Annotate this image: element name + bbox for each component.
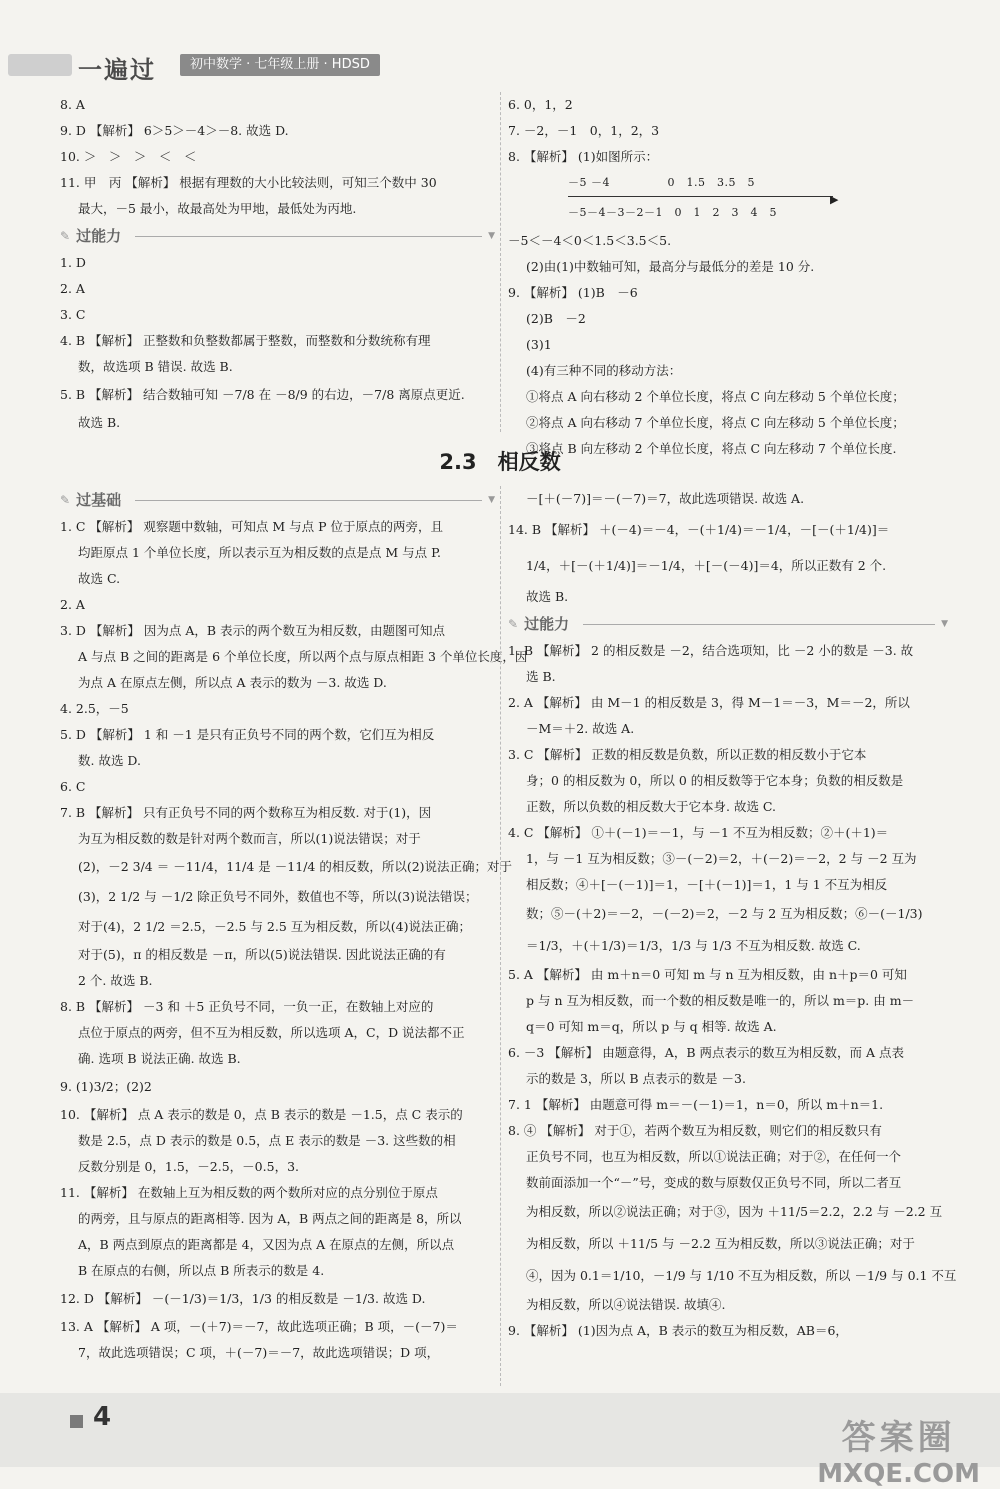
answer-line: 11. 甲 丙 【解析】 根据有理数的大小比较法则，可知三个数中 30: [60, 175, 437, 190]
answer-line: 6. C: [60, 779, 86, 794]
section-label: 过能力: [76, 227, 122, 245]
answer-line: 2 个. 故选 B.: [78, 973, 153, 988]
answer-line: 故选 B.: [526, 589, 569, 604]
answer-line: 1. B 【解析】 2 的相反数是 －2，结合选项知，比 －2 小的数是 －3. 故: [508, 643, 914, 658]
answer-line: 相反数；④＋[－(－1)]＝1，－[＋(－1)]＝1，1 与 1 不互为相反: [526, 877, 888, 892]
answer-line: 数是 2.5，点 D 表示的数是 0.5，点 E 表示的数是 －3. 这些数的相: [78, 1133, 456, 1148]
answer-line: 12. D 【解析】 －(－1/3)＝1/3，1/3 的相反数是 －1/3. 故选 D.: [60, 1291, 426, 1306]
section-title: 2.3 相反数: [439, 450, 561, 474]
answer-line: 4. C 【解析】 ①＋(－1)＝－1，与 －1 不互为相反数；②＋(＋1)＝: [508, 825, 889, 840]
answer-line: －M＝＋2. 故选 A.: [526, 721, 635, 736]
answer-line: 7. －2，－1 0，1，2，3: [508, 123, 660, 138]
answer-line: 6. 0，1，2: [508, 97, 573, 112]
arrow-right-icon: ▶: [830, 193, 839, 206]
answer-line: (4)有三种不同的移动方法：: [526, 363, 682, 378]
answer-line: 为相反数，所以②说法正确；对于③，因为 ＋11/5＝2.2，2.2 与 －2.2 互: [526, 1204, 943, 1219]
section-icon: ✎: [508, 617, 519, 631]
answer-line: 数前面添加一个“－”号，变成的数与原数仅正负号不同，所以二者互: [526, 1175, 902, 1190]
section-icon: ✎: [60, 229, 71, 243]
answer-line: 7，故此选项错误；C 项，＋(－7)＝－7，故此选项错误；D 项，: [78, 1345, 440, 1360]
answer-line: 故选 B.: [78, 415, 121, 430]
answer-line: 均距原点 1 个单位长度，所以表示互为相反数的点是点 M 与点 P.: [78, 545, 441, 560]
answer-line: p 与 n 互为相反数，而一个数的相反数是唯一的，所以 m＝p. 由 m－: [526, 993, 915, 1008]
watermark: [817, 1410, 980, 1489]
watermark-url: MXQE.COM: [817, 1459, 980, 1489]
answer-line: 14. B 【解析】 ＋(－4)＝－4，－(＋1/4)＝－1/4，－[－(＋1/4)]＝: [508, 522, 890, 537]
answer-line: 1，与 －1 互为相反数；③－(－2)＝2，＋(－2)＝－2，2 与 －2 互为: [526, 851, 917, 866]
number-line-axis: [568, 196, 833, 197]
answer-line: (2)，－2 3/4 ＝ －11/4，11/4 是 －11/4 的相反数，所以(2)说法正确；对于: [78, 859, 513, 874]
answer-line: 数. 故选 D.: [78, 753, 141, 768]
answer-line: (3)1: [526, 337, 552, 352]
answer-line: 对于(5)，π 的相反数是 －π，所以(5)说法错误. 因此说法正确的有: [78, 947, 446, 962]
section-triangle-icon: ▼: [941, 619, 948, 629]
section-header-ability: [60, 222, 495, 250]
answer-line: 为互为相反数的数是针对两个数而言，所以(1)说法错误；对于: [78, 831, 421, 846]
answer-line: 1. D: [60, 255, 86, 270]
number-line-ticks: －5－4－3－2－1 0 1 2 3 4 5: [568, 206, 777, 219]
brand-header: [8, 50, 418, 84]
answer-line: 9. D 【解析】 6＞5＞－4＞－8. 故选 D.: [60, 123, 289, 138]
answer-line: 3. D 【解析】 因为点 A，B 表示的两个数互为相反数，由题图可知点: [60, 623, 446, 638]
answer-line: 6. －3 【解析】 由题意得，A，B 两点表示的数互为相反数，而 A 点表: [508, 1045, 904, 1060]
answer-line: 8. A: [60, 97, 85, 112]
answer-line: 的两旁，且与原点的距离相等. 因为 A，B 两点之间的距离是 8，所以: [78, 1211, 462, 1226]
answer-line: 数；⑤－(＋2)＝－2，－(－2)＝2，－2 与 2 互为相反数；⑥－(－1/3): [526, 906, 923, 921]
page-number: 4: [93, 1402, 112, 1432]
answer-line: －5＜－4＜0＜1.5＜3.5＜5.: [508, 233, 672, 248]
answer-line: 5. A 【解析】 由 m＋n＝0 可知 m 与 n 互为相反数，由 n＋p＝0 可知: [508, 967, 907, 982]
answer-line: 身；0 的相反数为 0，所以 0 的相反数等于它本身；负数的相反数是: [526, 773, 904, 788]
book-tag: 初中数学 · 七年级上册 · HDSD: [180, 54, 380, 76]
answer-line: B 在原点的右侧，所以点 B 所表示的数是 4.: [78, 1263, 325, 1278]
answer-line: 5. B 【解析】 结合数轴可知 －7/8 在 －8/9 的右边，－7/8 离原点更近.: [60, 387, 465, 402]
answer-line: 正负号不同，也互为相反数，所以①说法正确；对于②，在任何一个: [526, 1149, 902, 1164]
watermark-title: 答案圈: [841, 1418, 956, 1458]
answer-line: 选 B.: [526, 669, 556, 684]
answer-line: 确. 选项 B 说法正确. 故选 B.: [78, 1051, 241, 1066]
answer-line: 为相反数，所以④说法错误. 故填④.: [526, 1297, 726, 1312]
number-line-points: －5 －4 0 1.5 3.5 5: [568, 176, 755, 189]
answer-line: 点位于原点的两旁，但不互为相反数，所以选项 A，C，D 说法都不正: [78, 1025, 465, 1040]
bottom-left-column: [60, 486, 528, 1366]
answer-line: 8. 【解析】 (1)如图所示：: [508, 149, 659, 164]
answer-line: 3. C 【解析】 正数的相反数是负数，所以正数的相反数小于它本: [508, 747, 867, 762]
answer-line: ＝1/3，＋(＋1/3)＝1/3，1/3 与 1/3 不互为相反数. 故选 C.: [526, 938, 861, 953]
answer-line: 正数，所以负数的相反数大于它本身. 故选 C.: [526, 799, 777, 814]
answer-line: 2. A: [60, 597, 85, 612]
answer-line: 11. 【解析】 在数轴上互为相反数的两个数所对应的点分别位于原点: [60, 1185, 438, 1200]
answer-line: 对于(4)，2 1/2 ＝2.5，－2.5 与 2.5 互为相反数，所以(4)说法正确；: [78, 919, 471, 934]
section-triangle-icon: ▼: [488, 231, 495, 241]
answer-line: 反数分别是 0，1.5，－2.5，－0.5，3.: [78, 1159, 299, 1174]
answer-line: 8. B 【解析】 －3 和 ＋5 正负号不同，一负一正，在数轴上对应的: [60, 999, 434, 1014]
answer-line: 为相反数，所以 ＋11/5 与 －2.2 互为相反数，所以③说法正确；对于: [526, 1236, 915, 1251]
answer-line: 7. B 【解析】 只有正负号不同的两个数称互为相反数. 对于(1)，因: [60, 805, 432, 820]
section-label: 过能力: [524, 615, 570, 633]
number-line-figure: [568, 170, 848, 228]
answer-line: 9. (1)3/2；(2)2: [60, 1079, 152, 1094]
answer-line: ④，因为 0.1＝1/10，－1/9 与 1/10 不互为相反数，所以 －1/9 与 0.1 不互: [526, 1268, 957, 1283]
answer-line: 9. 【解析】 (1)因为点 A，B 表示的数互为相反数，AB＝6，: [508, 1323, 848, 1338]
section-triangle-icon: ▼: [488, 495, 495, 505]
section-icon: ✎: [60, 493, 71, 507]
answer-line: 2. A 【解析】 由 M－1 的相反数是 3，得 M－1＝－3，M＝－2，所以: [508, 695, 910, 710]
top-right-column: [508, 92, 948, 462]
answer-line: 为点 A 在原点左侧，所以点 A 表示的数为 －3. 故选 D.: [78, 675, 387, 690]
answer-line: 4. 2.5，－5: [60, 701, 129, 716]
answer-line: (2)由(1)中数轴可知，最高分与最低分的差是 10 分.: [526, 259, 815, 274]
answer-line: －[＋(－7)]＝－(－7)＝7，故此选项错误. 故选 A.: [526, 491, 805, 506]
answer-line: 8. ④ 【解析】 对于①，若两个数互为相反数，则它们的相反数只有: [508, 1123, 882, 1138]
answer-line: 1. C 【解析】 观察题中数轴，可知点 M 与点 P 位于原点的两旁，且: [60, 519, 444, 534]
answer-line: 2. A: [60, 281, 85, 296]
answer-line: 13. A 【解析】 A 项，－(＋7)＝－7，故此选项正确；B 项，－(－7)＝: [60, 1319, 458, 1334]
column-divider: [500, 486, 501, 1386]
column-divider: [500, 92, 501, 432]
answer-line: A，B 两点到原点的距离都是 4，又因为点 A 在原点的左侧，所以点: [78, 1237, 455, 1252]
answer-line: 故选 C.: [78, 571, 121, 586]
answer-line: 3. C: [60, 307, 86, 322]
answer-line: 最大，－5 最小，故最高处为甲地，最低处为丙地.: [78, 201, 357, 216]
answer-line: 10. ＞ ＞ ＞ ＜ ＜: [60, 149, 197, 164]
section-header-basics: [60, 486, 495, 514]
section-rule: [583, 624, 935, 625]
answer-line: 5. D 【解析】 1 和 －1 是只有正负号不同的两个数，它们互为相反: [60, 727, 435, 742]
answer-line: ①将点 A 向右移动 2 个单位长度，将点 C 向左移动 5 个单位长度；: [526, 389, 905, 404]
answer-line: 9. 【解析】 (1)B －6: [508, 285, 638, 300]
answer-line: 1/4，＋[－(＋1/4)]＝－1/4，＋[－(－4)]＝4，所以正数有 2 个.: [526, 558, 887, 573]
answer-line: A 与点 B 之间的距离是 6 个单位长度，所以两个点与原点相距 3 个单位长度，因: [78, 649, 528, 664]
answer-line: 数，故选项 B 错误. 故选 B.: [78, 359, 233, 374]
brand-decoration: [8, 54, 72, 76]
answer-line: ②将点 A 向右移动 7 个单位长度，将点 C 向左移动 5 个单位长度；: [526, 415, 905, 430]
bottom-right-column: [508, 486, 957, 1344]
section-rule: [135, 236, 482, 237]
answer-line: q＝0 可知 m＝q，所以 p 与 q 相等. 故选 A.: [526, 1019, 777, 1034]
answer-line: 示的数是 3，所以 B 点表示的数是 －3.: [526, 1071, 746, 1086]
answer-line: 7. 1 【解析】 由题意可得 m＝－(－1)＝1，n＝0，所以 m＋n＝1.: [508, 1097, 884, 1112]
page-marker-icon: [70, 1415, 83, 1428]
section-rule: [135, 500, 482, 501]
answer-line: 10. 【解析】 点 A 表示的数是 0，点 B 表示的数是 －1.5，点 C 表示的: [60, 1107, 463, 1122]
answer-line: (3)，2 1/2 与 －1/2 除正负号不同外，数值也不等，所以(3)说法错误；: [78, 889, 478, 904]
answer-line: ③将点 B 向左移动 2 个单位长度，将点 C 向左移动 7 个单位长度.: [526, 441, 897, 456]
section-label: 过基础: [76, 491, 122, 509]
section-header-ability: [508, 610, 948, 638]
top-left-column: [60, 92, 495, 436]
brand-logo: 一遍过: [78, 56, 156, 84]
answer-line: 4. B 【解析】 正整数和负整数都属于整数，而整数和分数统称有理: [60, 333, 431, 348]
answer-line: (2)B －2: [526, 311, 586, 326]
